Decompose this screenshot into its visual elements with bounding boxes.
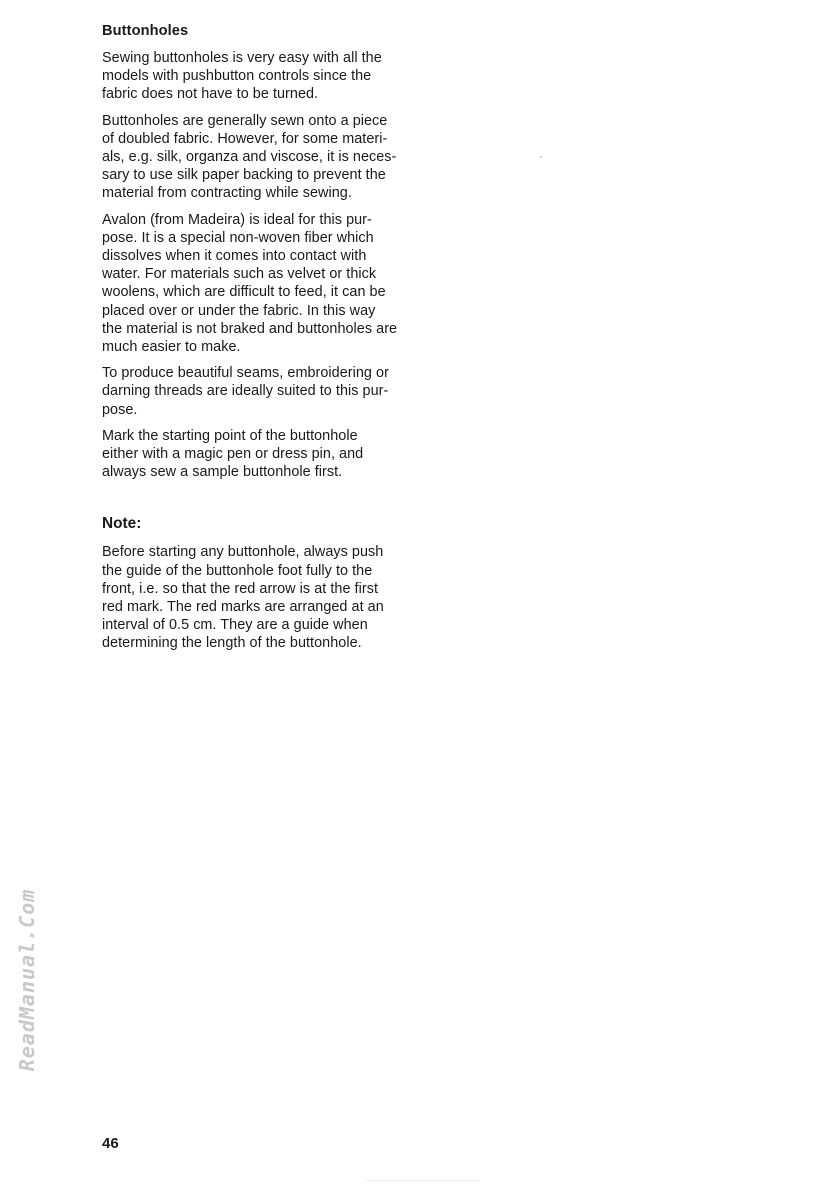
note-text: Before starting any buttonhole, always push the guide of the buttonhole foot fully to the front, i.e. so that the red arrow is at the first red mark. The red marks are arranged at an interval of 0.5 cm. They are a guide when determining the length of the buttonhole.	[102, 544, 384, 652]
paragraph-threads: To produce beautiful seams, embroidering or darning threads are ideally suited to this pur- pose.	[102, 365, 389, 418]
scan-speck	[540, 156, 542, 158]
paragraph-avalon: Avalon (from Madeira) is ideal for this pur- pose. It is a special non-woven fiber which dissolves when it comes into contact with water. For materials such as velvet or thick woolens, which are difficult to feed, it can be placed over or under the fabric. In this way the material is not braked and buttonholes are much easier to make.	[102, 211, 398, 356]
watermark	[17, 870, 37, 1090]
scan-edge-line	[365, 1180, 480, 1181]
watermark-text: ReadManual.Com	[15, 888, 39, 1072]
section-heading: Buttonholes	[102, 23, 189, 39]
paragraph-backing: Buttonholes are generally sewn onto a piece of doubled fabric. However, for some materi- als, e.g. silk, organza and viscose, it is neces- sary to use silk paper backing to prevent the material from contracting while sewing.	[102, 112, 397, 202]
page-number: 46	[102, 1135, 119, 1152]
paragraph-marking: Mark the starting point of the buttonhole either with a magic pen or dress pin, and always sew a sample buttonhole first.	[102, 427, 364, 481]
note-heading: Note:	[102, 515, 142, 533]
paragraph-intro: Sewing buttonholes is very easy with all the models with pushbutton controls since the fabric does not have to be turned.	[102, 50, 382, 103]
page-content	[102, 22, 447, 661]
